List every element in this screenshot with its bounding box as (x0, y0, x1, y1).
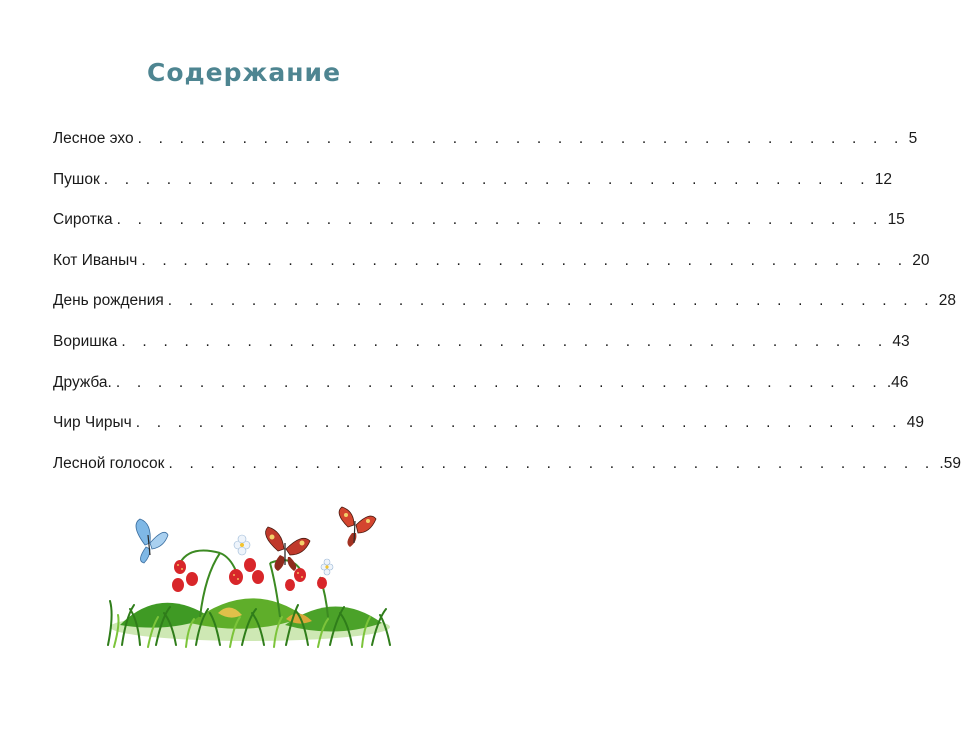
toc-entry-page: 28 (938, 292, 956, 310)
leader-dots: . . . . . . . . . . . . . . . . . . . . . . . . . . . . . . . . . . . . . (121, 332, 889, 350)
leader-dots: . . . . . . . . . . . . . . . . . . . . . . . . . . . . . . . . . . . . . (135, 414, 903, 432)
page-title: Содержание (146, 58, 342, 87)
toc-entry-page: 43 (892, 332, 910, 350)
meadow-illustration (100, 505, 400, 655)
toc-entry-title: Чир Чирыч (53, 414, 132, 432)
toc-entry-title: Дружба. (53, 373, 112, 391)
toc-entry[interactable] (53, 332, 910, 374)
toc-entry-title: День рождения (53, 292, 164, 310)
toc-entry-page: 12 (874, 170, 892, 188)
blue-butterfly-icon (136, 519, 168, 563)
toc-entry-title: Лесное эхо (53, 130, 134, 147)
toc-entry[interactable] (53, 414, 924, 455)
toc-entry[interactable] (53, 454, 961, 496)
toc-entry[interactable] (53, 170, 892, 212)
toc-entry-page: 49 (906, 414, 924, 432)
toc-entry[interactable] (53, 211, 905, 252)
toc-entry-page: 15 (887, 211, 905, 229)
leader-dots: . . . . . . . . . . . . . . . . . . . . . . . . . . . . . . . . . . . . . (116, 211, 884, 229)
toc-entry[interactable] (53, 292, 956, 333)
red-butterfly-icon (266, 527, 310, 571)
toc-entry[interactable] (53, 251, 930, 293)
toc-entry-page: .46 (886, 373, 909, 391)
table-of-contents (53, 130, 961, 495)
red-butterfly-icon (339, 507, 376, 547)
toc-entry-title: Воришка (53, 332, 118, 350)
leader-dots: . . . . . . . . . . . . . . . . . . . . . . . . . . . . . . . . . . . . . (141, 251, 909, 269)
leader-dots: . . . . . . . . . . . . . . . . . . . . . . . . . . . . . . . . . . . . . (103, 170, 871, 188)
leader-dots: . . . . . . . . . . . . . . . . . . . . . . . . . . . . . . . . . . . . . (137, 130, 905, 147)
leader-dots: . . . . . . . . . . . . . . . . . . . . . . . . . . . . . . . . . . . . . (168, 454, 936, 472)
toc-entry-title: Лесной голосок (53, 454, 165, 472)
toc-entry[interactable] (53, 373, 909, 415)
toc-entry-title: Пушок (53, 170, 100, 188)
toc-entry-page: 5 (908, 130, 918, 147)
leader-dots: . . . . . . . . . . . . . . . . . . . . . . . . . . . . . . . . . . . . . (115, 373, 883, 391)
toc-entry-page: 20 (912, 251, 930, 269)
leader-dots: . . . . . . . . . . . . . . . . . . . . . . . . . . . . . . . . . . . . . (167, 292, 935, 310)
toc-entry-title: Кот Иваныч (53, 251, 138, 269)
toc-entry[interactable] (53, 130, 918, 171)
toc-entry-title: Сиротка (53, 211, 113, 229)
toc-entry-page: .59 (939, 454, 961, 472)
